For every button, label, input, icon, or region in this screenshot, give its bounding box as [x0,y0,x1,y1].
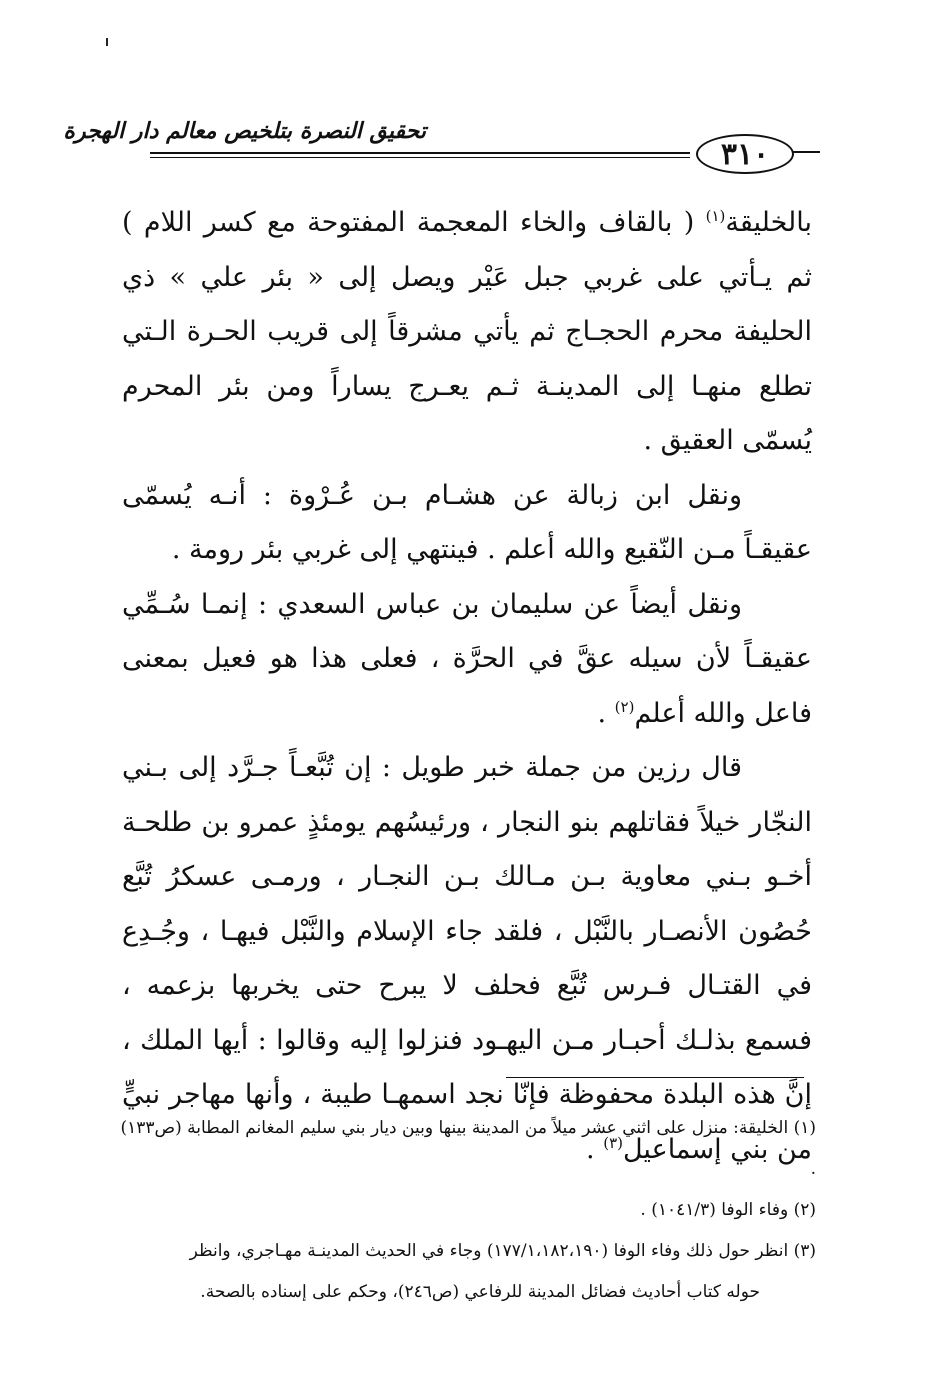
paragraph-4-end: . [586,1133,604,1165]
paragraph-3 [122,578,812,742]
footnote-ref-1: (١) [705,207,726,225]
header-rule [150,152,690,154]
footnote-2: (٢) وفاء الوفا (١٠٤١/٣) . [640,1200,816,1220]
footnote-separator [506,1077,804,1078]
footnote-ref-2: (٢) [614,697,635,716]
paragraph-2: ونقل ابن زبالة عن هشـام بـن عُـرْوة : أنـه يُسمّى عقيقـاً مـن النّقيع والله أعلم . فينتهي إلى غربي بئر رومة . [122,479,812,565]
footnote-ref-3: (٣) [603,1133,623,1152]
footnote-1: (١) الخليقة: منزل على اثني عشر ميلاً من المدينة بينها وبين ديار بني سليم المغانم المطابة (ص١٣٣) . [120,1118,816,1179]
paragraph-4-text: قال رزين من جملة خبر طويل : إن تُبَّعـاً جـرَّد إلى بـني النجّار خيلاً فقاتلهم بنو النجار ، ورئيسُهم يومئذٍ عمرو بن طلحـة أخـو بـني معاوية بـن مـالك بـن النجـار ، ورمـى عسكرُ تُبَّع حُصُون الأنصـار بالنَّبْل ، فلقد جاء الإسلام والنَّبْل فيهـا ، وجُـدِع في القتـال فـرس تُبَّع فحلف لا يبرح حتى يخربها بزعمه ، فسمع بذلـك أحبـار مـن اليهـود فنزلوا إليه وقالوا : أيها الملك ، إنَّ هذه البلدة محفوظة فإنّا نجد اسمهـا طيبة ، وأنها مهاجر نبيٍّ من بني إسماعيل [122,752,812,1165]
book-title: تحقيق النصرة بتلخيص معالم دار الهجرة [63,118,426,144]
paragraph-1-start: بالخليقة [725,207,812,238]
footnote-3: (٣) انظر حول ذلك وفاء الوفا (١٧٧/١،١٨٢،١٩٠) وجاء في الحديث المدينـة مهـاجري، وانظر [189,1241,816,1261]
page-header [63,110,810,172]
paragraph-3-text: ونقل أيضاً عن سليمان بن عباس السعدي : إنمـا سُـمِّي عقيقـاً لأن سيله عقَّ في الحرَّة ، فعلى هذا هو فعيل بمعنى فاعل والله أعلم [122,588,812,729]
page-number-oval [696,134,794,174]
footnote-3-continued: حوله كتاب أحاديث فضائل المدينة للرفاعي (ص٢٤٦)، وحكم على إسناده بالصحة. [200,1282,760,1302]
footnotes [116,1108,816,1313]
scan-mark [106,38,108,46]
main-text [122,196,812,1177]
header-rule-thin [150,157,690,158]
paragraph-1 [122,196,812,469]
page-number: ٣١٠ [720,136,770,172]
header-rule-tail [792,151,820,153]
paragraph-3-end: . [597,697,615,729]
paragraph-1-rest: ( بالقاف والخاء المعجمة المفتوحة مع كسر اللام ) ثم يـأتي على غربي جبل عَيْر ويصل إلى « بئر علي » ذي الحليفة محرم الحجـاج ثم يأتي مشرقاً إلى قريب الحـرة الـتي تطلع منهـا إلى المدينـة ثـم يعـرج يساراً ومن بئر المحرم يُسمّى العقيق . [122,207,812,456]
